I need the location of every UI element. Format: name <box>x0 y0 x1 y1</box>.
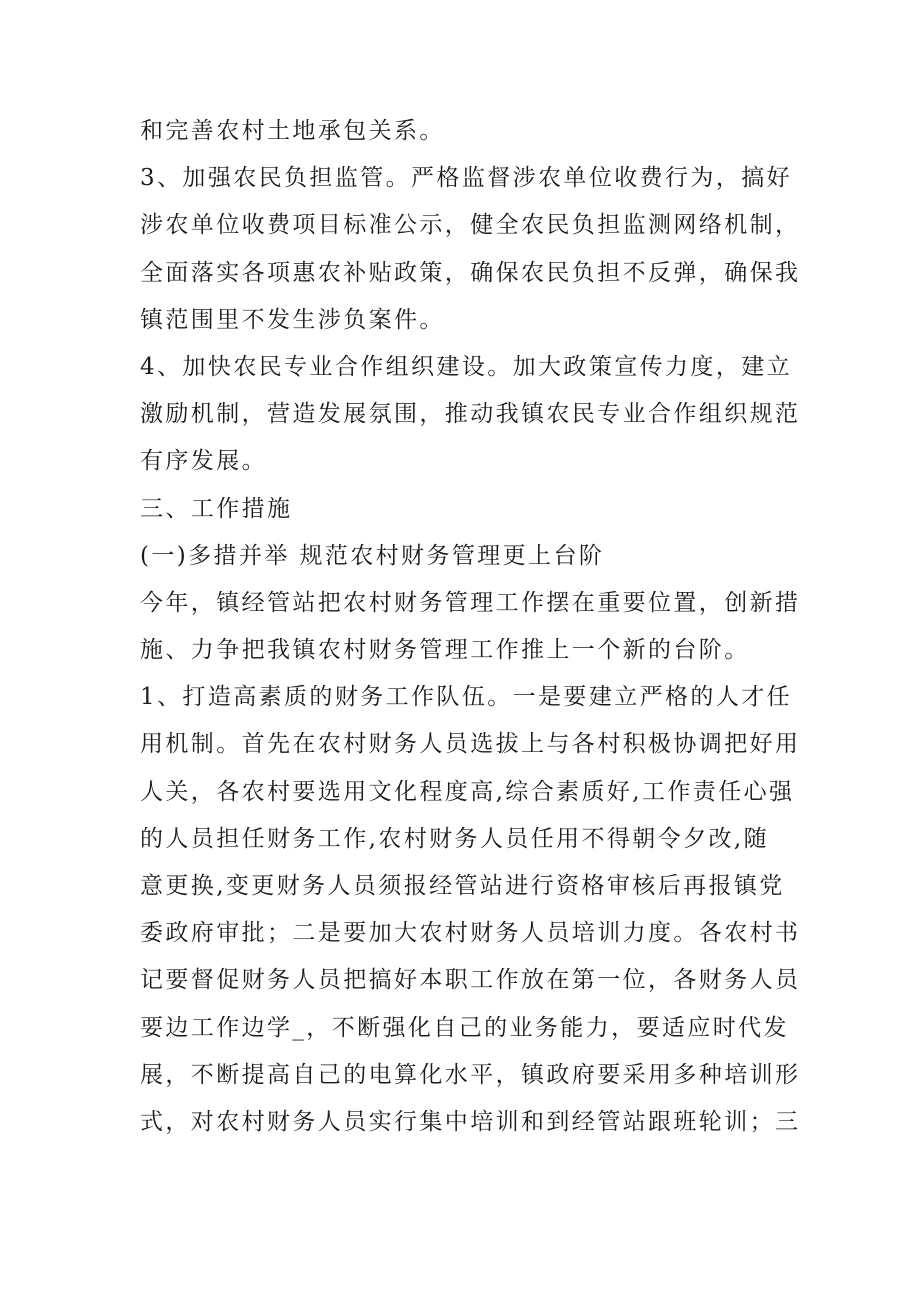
text-line: 今年，镇经管站把农村财务管理工作摆在重要位置，创新措 <box>140 589 801 616</box>
text-line: 和完善农村土地承包关系。 <box>140 118 445 144</box>
text-line: 4、加快农民专业合作组织建设。加大政策宣传力度，建立 <box>140 353 793 380</box>
text-line: 人关，各农村要选用文化程度高,综合素质好,工作责任心强 <box>140 778 795 805</box>
text-line: 委政府审批；二是要加大农村财务人员培训力度。各农村书 <box>140 920 801 947</box>
text-line: 的人员担任财务工作,农村财务人员任用不得朝令夕改,随 <box>140 825 770 852</box>
text-line: 记要督促财务人员把搞好本职工作放在第一位，各财务人员 <box>140 967 801 994</box>
subsection-heading: (一)多措并举 规范农村财务管理更上台阶 <box>140 542 605 569</box>
text-line: 施、力争把我镇农村财务管理工作推上一个新的台阶。 <box>140 637 750 664</box>
text-line: 全面落实各项惠农补贴政策，确保农民负担不反弹，确保我 <box>140 259 801 286</box>
text-line: 激励机制，营造发展氛围，推动我镇农民专业合作组织规范 <box>140 401 801 428</box>
text-line: 涉农单位收费项目标准公示，健全农民负担监测网络机制， <box>140 212 801 239</box>
text-line: 意更换,变更财务人员须报经管站进行资格审核后再报镇党 <box>140 873 785 899</box>
document-body <box>140 108 801 1146</box>
text-line: 展，不断提高自己的电算化水平，镇政府要采用多种培训形 <box>140 1061 801 1088</box>
text-line: 3、加强农民负担监管。严格监督涉农单位收费行为，搞好 <box>140 165 793 192</box>
text-line: 用机制。首先在农村财务人员选拔上与各村积极协调把好用 <box>140 731 801 758</box>
text-line: 1、打造高素质的财务工作队伍。一是要建立严格的人才任 <box>140 684 793 711</box>
text-line: 式，对农村财务人员实行集中培训和到经管站跟班轮训；三 <box>140 1108 801 1135</box>
text-line: 有序发展。 <box>140 448 267 475</box>
text-line: 要边工作边学_，不断强化自己的业务能力，要适应时代发 <box>140 1014 789 1041</box>
text-line: 镇范围里不发生涉负案件。 <box>140 306 445 333</box>
section-heading: 三、工作措施 <box>140 495 293 522</box>
